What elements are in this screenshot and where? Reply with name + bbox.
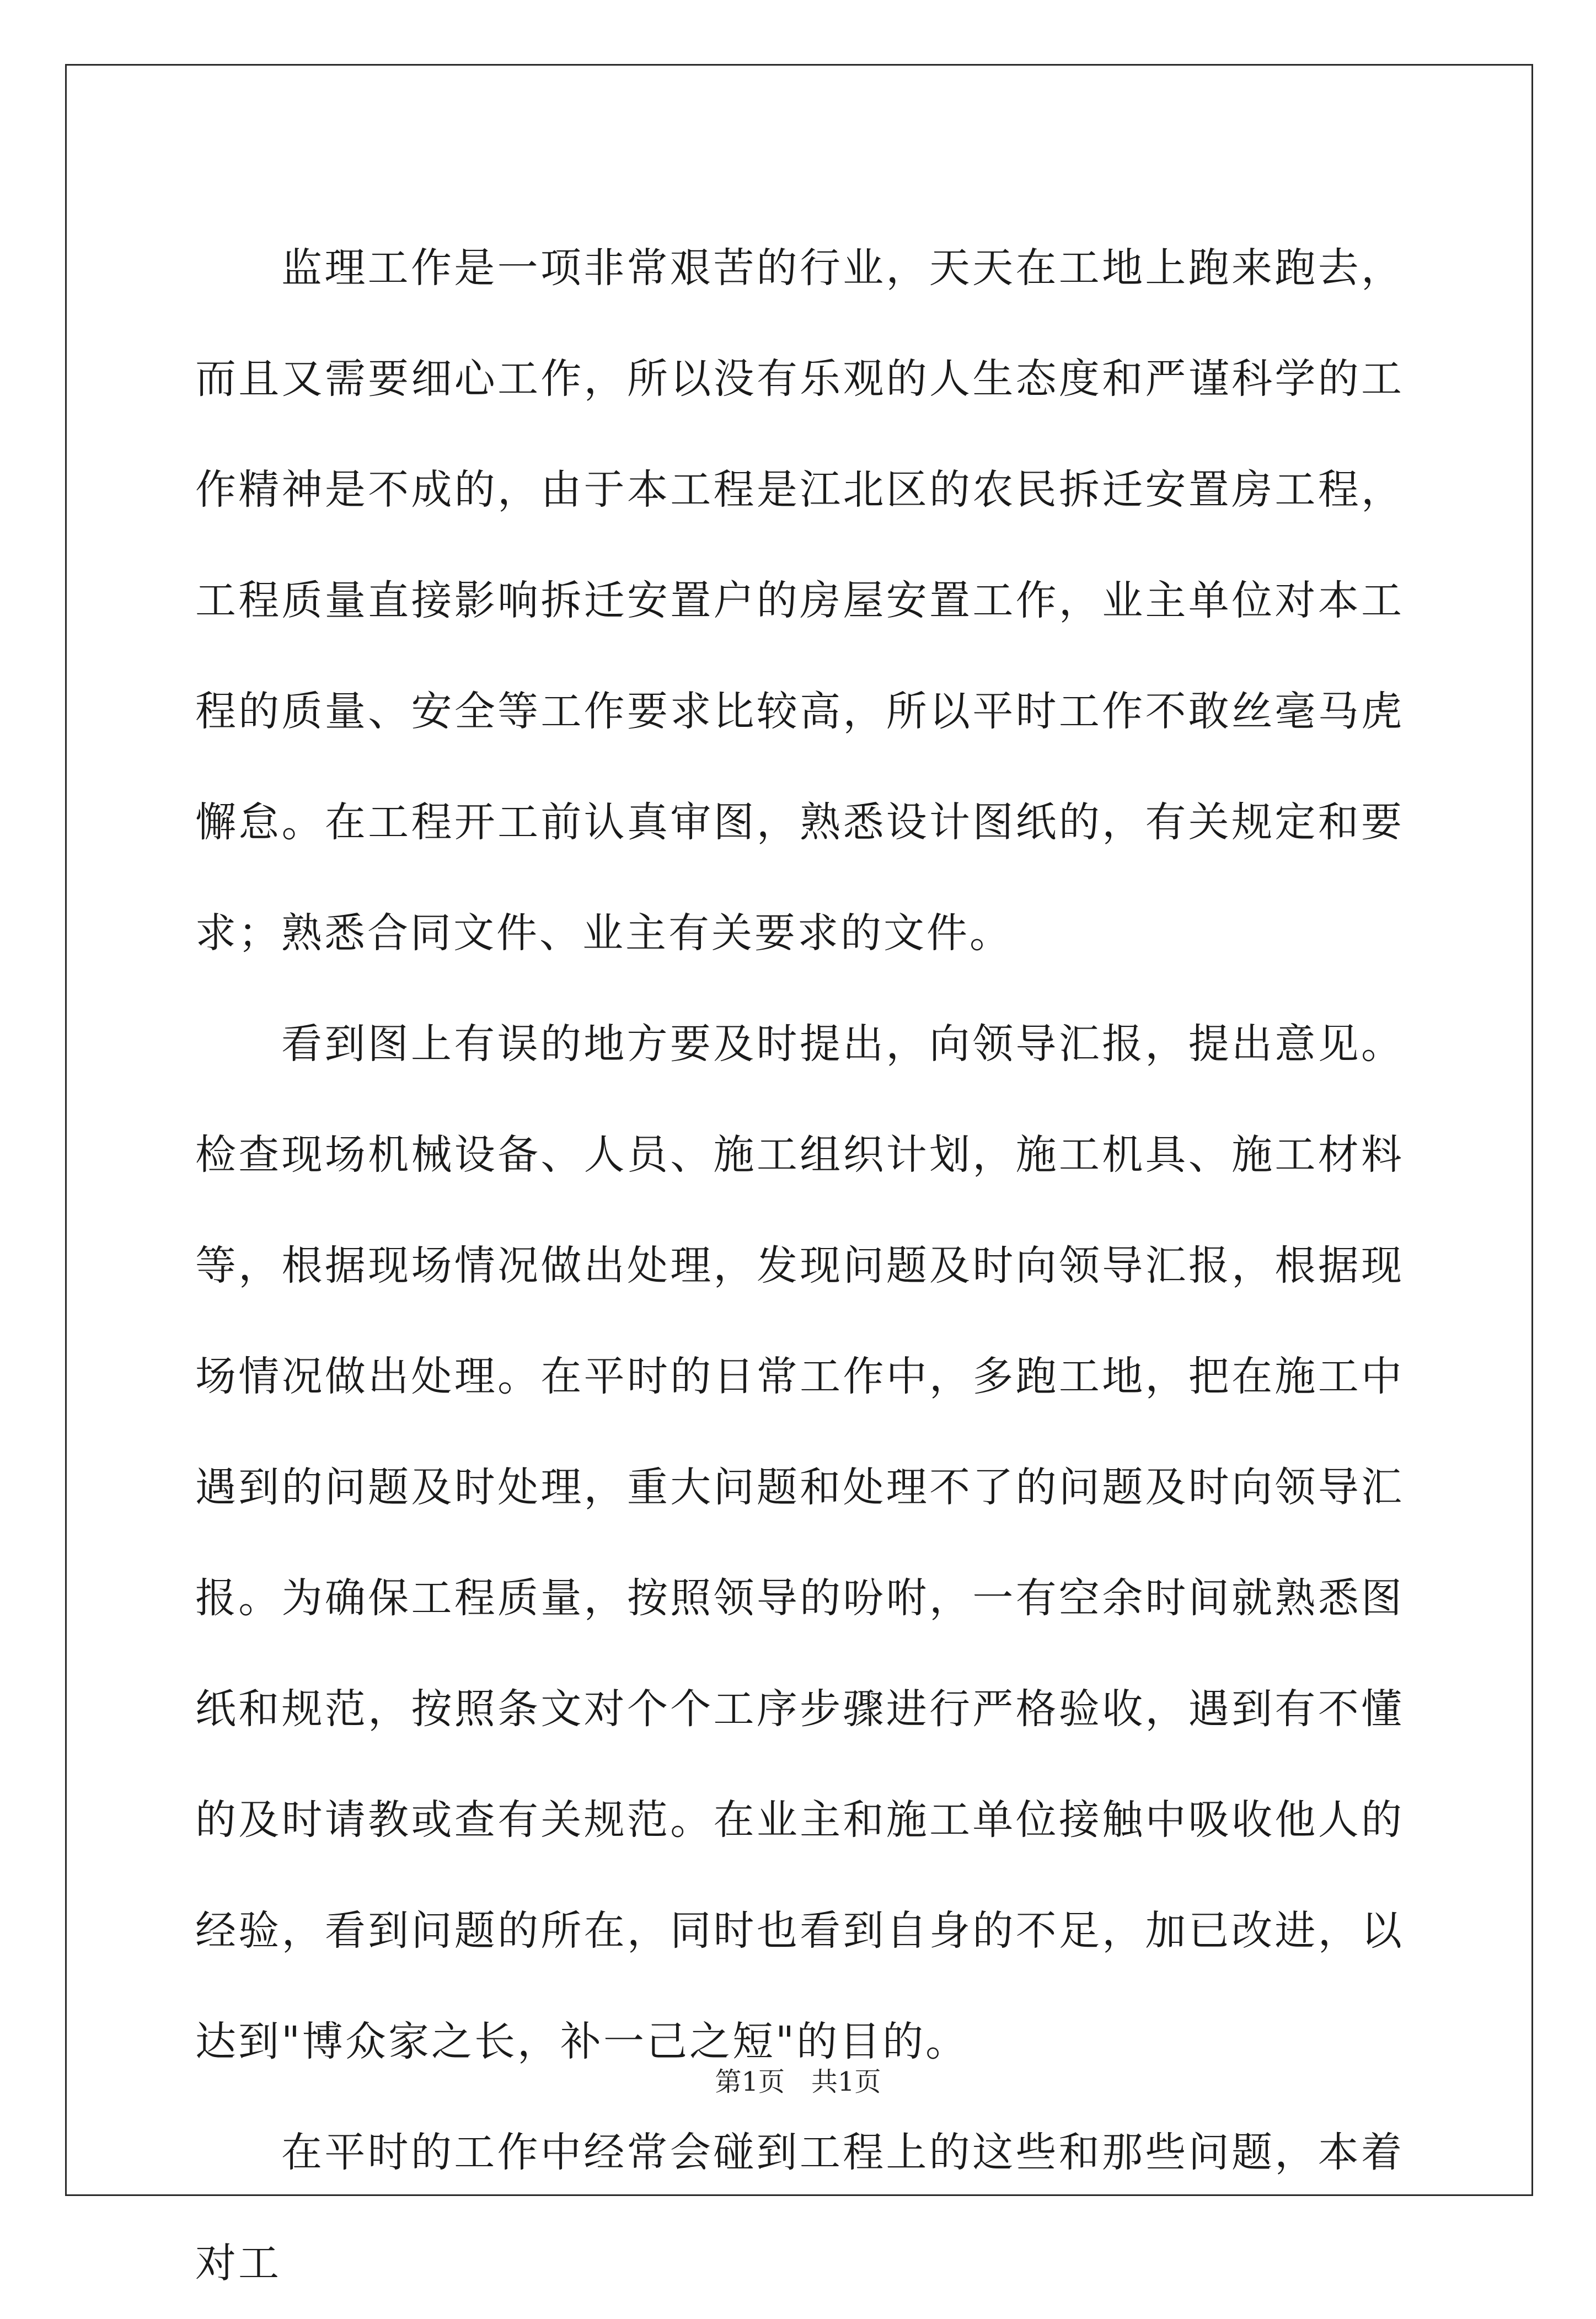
page-footer bbox=[0, 2060, 1596, 2098]
page-number-total: 共1页 bbox=[811, 2066, 881, 2097]
paragraph-2: 看到图上有误的地方要及时提出，向领导汇报，提出意见。检查现场机械设备、人员、施工组织计划，施工机具、施工材料等，根据现场情况做出处理，发现问题及时向领导汇报，根据现场情况做出处理。在平时的日常工作中，多跑工地，把在施工中遇到的问题及时处理，重大问题和处理不了的问题及时向领导汇报。为确保工程质量，按照领导的吩咐，一有空余时间就熟悉图纸和规范，按照条文对个个工序步骤进行严格验收，遇到有不懂的及时请教或查有关规范。在业主和施工单位接触中吸收他人的经验，看到问题的所在，同时也看到自身的不足，加已改进，以达到"博众家之长，补一己之短"的目的。 bbox=[195, 1020, 1404, 2065]
paragraph-3: 在平时的工作中经常会碰到工程上的这些和那些问题，本着对工 bbox=[195, 2129, 1404, 2287]
page-number-current: 第1页 bbox=[715, 2066, 785, 2097]
paragraph-1: 监理工作是一项非常艰苦的行业，天天在工地上跑来跑去，而且又需要细心工作，所以没有乐观的人生态度和严谨科学的工作精神是不成的，由于本工程是江北区的农民拆迁安置房工程，工程质量直接影响拆迁安置户的房屋安置工作，业主单位对本工程的质量、安全等工作要求比较高，所以平时工作不敢丝毫马虎懈怠。在工程开工前认真审图，熟悉设计图纸的，有关规定和要求；熟悉合同文件、业主有关要求的文件。 bbox=[195, 244, 1404, 957]
document-body bbox=[195, 213, 1404, 2319]
